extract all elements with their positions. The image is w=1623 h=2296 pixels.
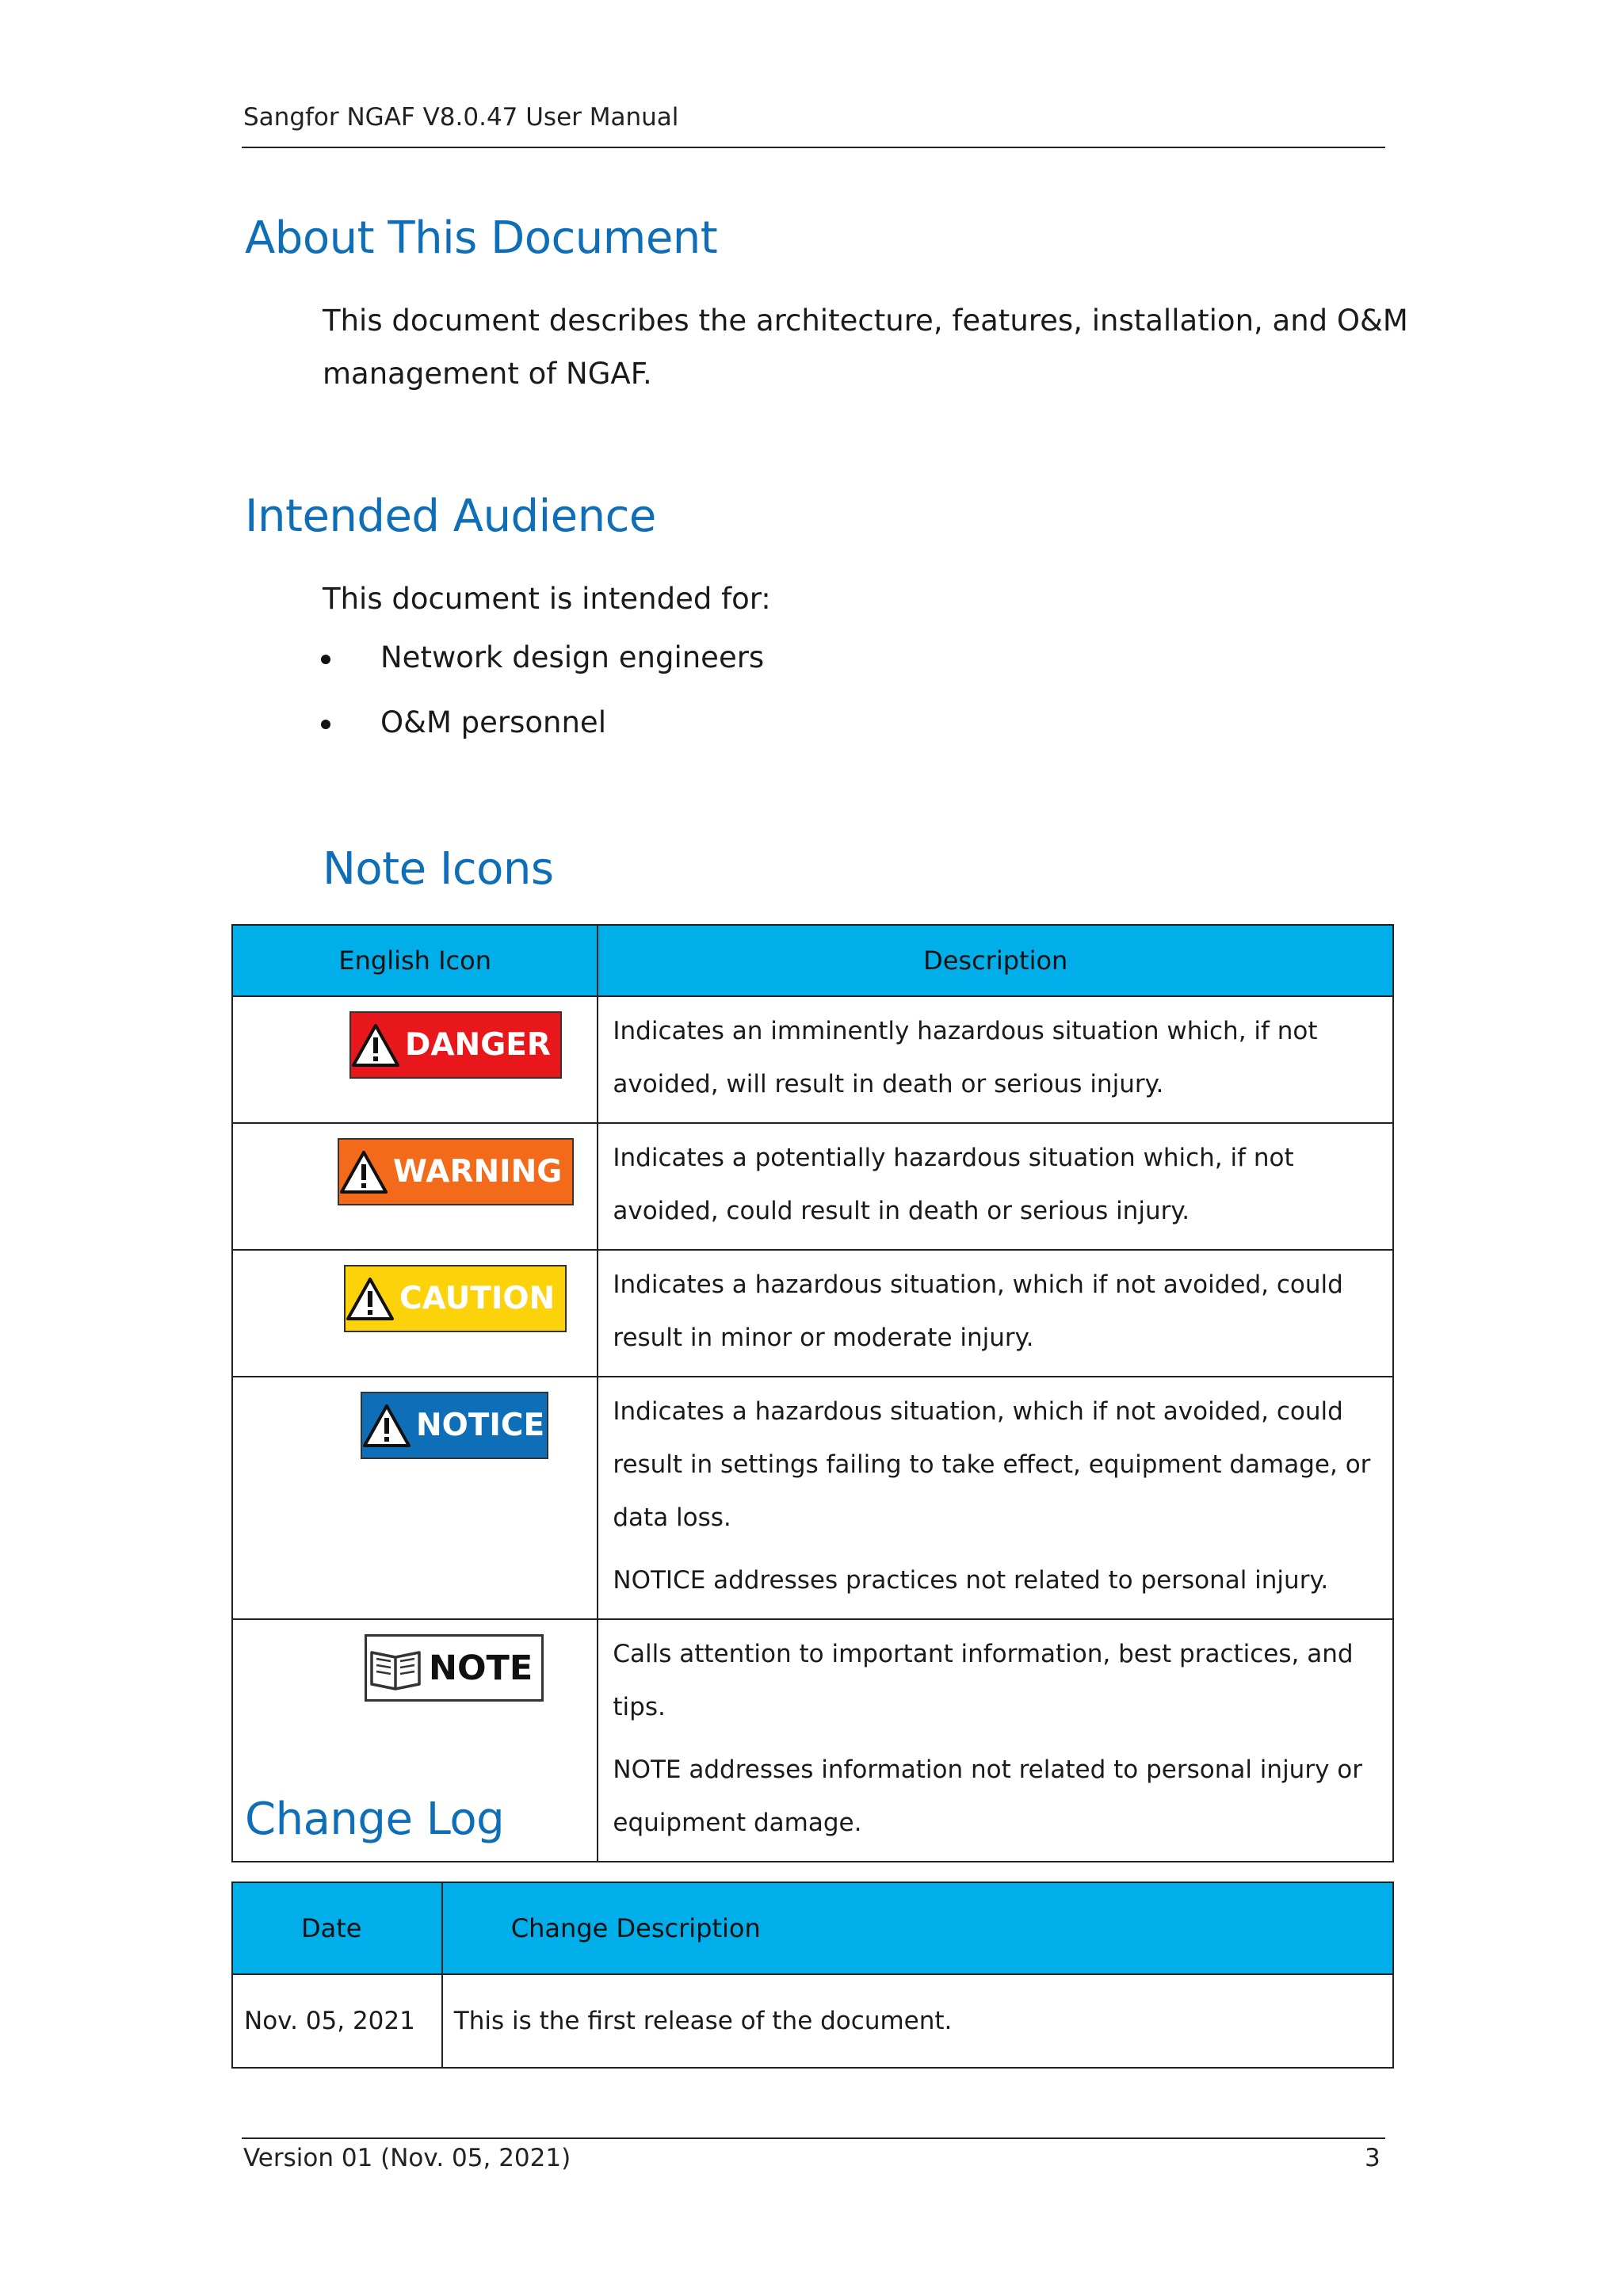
sign-label: CAUTION xyxy=(399,1281,556,1316)
danger-sign xyxy=(349,1011,562,1079)
column-header-icon: English Icon xyxy=(232,925,598,996)
description-text: NOTE addresses information not related to personal injury or equipment damage. xyxy=(613,1755,1362,1837)
table-header-row xyxy=(232,925,1393,996)
sign-label: NOTE xyxy=(429,1648,533,1688)
about-text-line2: management of NGAF. xyxy=(323,357,652,391)
header-rule xyxy=(242,147,1385,148)
audience-heading: Intended Audience xyxy=(245,491,656,542)
icon-cell xyxy=(232,1123,598,1250)
change-log-heading: Change Log xyxy=(245,1794,505,1845)
warning-triangle-icon xyxy=(362,1404,411,1448)
change-cell: This is the first release of the document. xyxy=(442,1974,1393,2068)
change-log-table xyxy=(231,1881,1394,2069)
list-item-text: Network design engineers xyxy=(380,640,765,674)
description-text: Indicates a potentially hazardous situation which, if not avoided, could result in death or serious injury. xyxy=(613,1144,1294,1225)
running-header: Sangfor NGAF V8.0.47 User Manual xyxy=(243,103,679,132)
audience-intro: This document is intended for: xyxy=(323,582,771,616)
open-book-icon xyxy=(367,1646,424,1690)
description-text: Indicates a hazardous situation, which if not avoided, could result in settings failing to take effect, equipment damage, or data loss. xyxy=(613,1397,1371,1532)
sign-label: DANGER xyxy=(405,1027,551,1063)
table-header-row xyxy=(232,1882,1393,1974)
bullet-icon xyxy=(321,655,330,664)
description-cell xyxy=(598,1123,1393,1250)
footer-rule xyxy=(242,2137,1385,2139)
note-icons-table xyxy=(231,924,1394,1862)
caution-sign xyxy=(344,1265,567,1332)
description-cell xyxy=(598,996,1393,1123)
note-icons-heading: Note Icons xyxy=(323,843,554,895)
list-item-text: O&M personnel xyxy=(380,705,606,739)
about-heading: About This Document xyxy=(245,212,718,264)
description-text: Calls attention to important information, best practices, and tips. xyxy=(613,1640,1354,1721)
description-text: Indicates a hazardous situation, which if not avoided, could result in minor or moderate injury. xyxy=(613,1270,1343,1352)
footer-version: Version 01 (Nov. 05, 2021) xyxy=(243,2144,571,2172)
column-header-change: Change Description xyxy=(442,1882,1393,1974)
notice-sign xyxy=(361,1392,548,1459)
description-cell xyxy=(598,1377,1393,1619)
icon-cell xyxy=(232,1377,598,1619)
table-row xyxy=(232,1974,1393,2068)
warning-triangle-icon xyxy=(339,1150,388,1194)
description-text: NOTICE addresses practices not related to personal injury. xyxy=(613,1566,1329,1595)
warning-triangle-icon xyxy=(346,1277,395,1321)
column-header-date: Date xyxy=(232,1882,442,1974)
note-sign xyxy=(365,1634,544,1702)
description-cell xyxy=(598,1619,1393,1862)
date-cell: Nov. 05, 2021 xyxy=(232,1974,442,2068)
column-header-description: Description xyxy=(598,925,1393,996)
description-text: Indicates an imminently hazardous situation which, if not avoided, will result in death or serious injury. xyxy=(613,1017,1318,1098)
warning-sign xyxy=(338,1138,574,1205)
icon-cell xyxy=(232,996,598,1123)
sign-label: NOTICE xyxy=(416,1408,545,1443)
table-row xyxy=(232,1250,1393,1377)
page-number: 3 xyxy=(1365,2144,1381,2172)
description-cell xyxy=(598,1250,1393,1377)
about-text-line1: This document describes the architecture, features, installation, and O&M xyxy=(323,304,1408,338)
warning-triangle-icon xyxy=(351,1023,400,1068)
sign-label: WARNING xyxy=(393,1154,563,1190)
bullet-icon xyxy=(321,720,330,729)
table-row xyxy=(232,1377,1393,1619)
table-row xyxy=(232,1123,1393,1250)
table-row xyxy=(232,996,1393,1123)
icon-cell xyxy=(232,1250,598,1377)
